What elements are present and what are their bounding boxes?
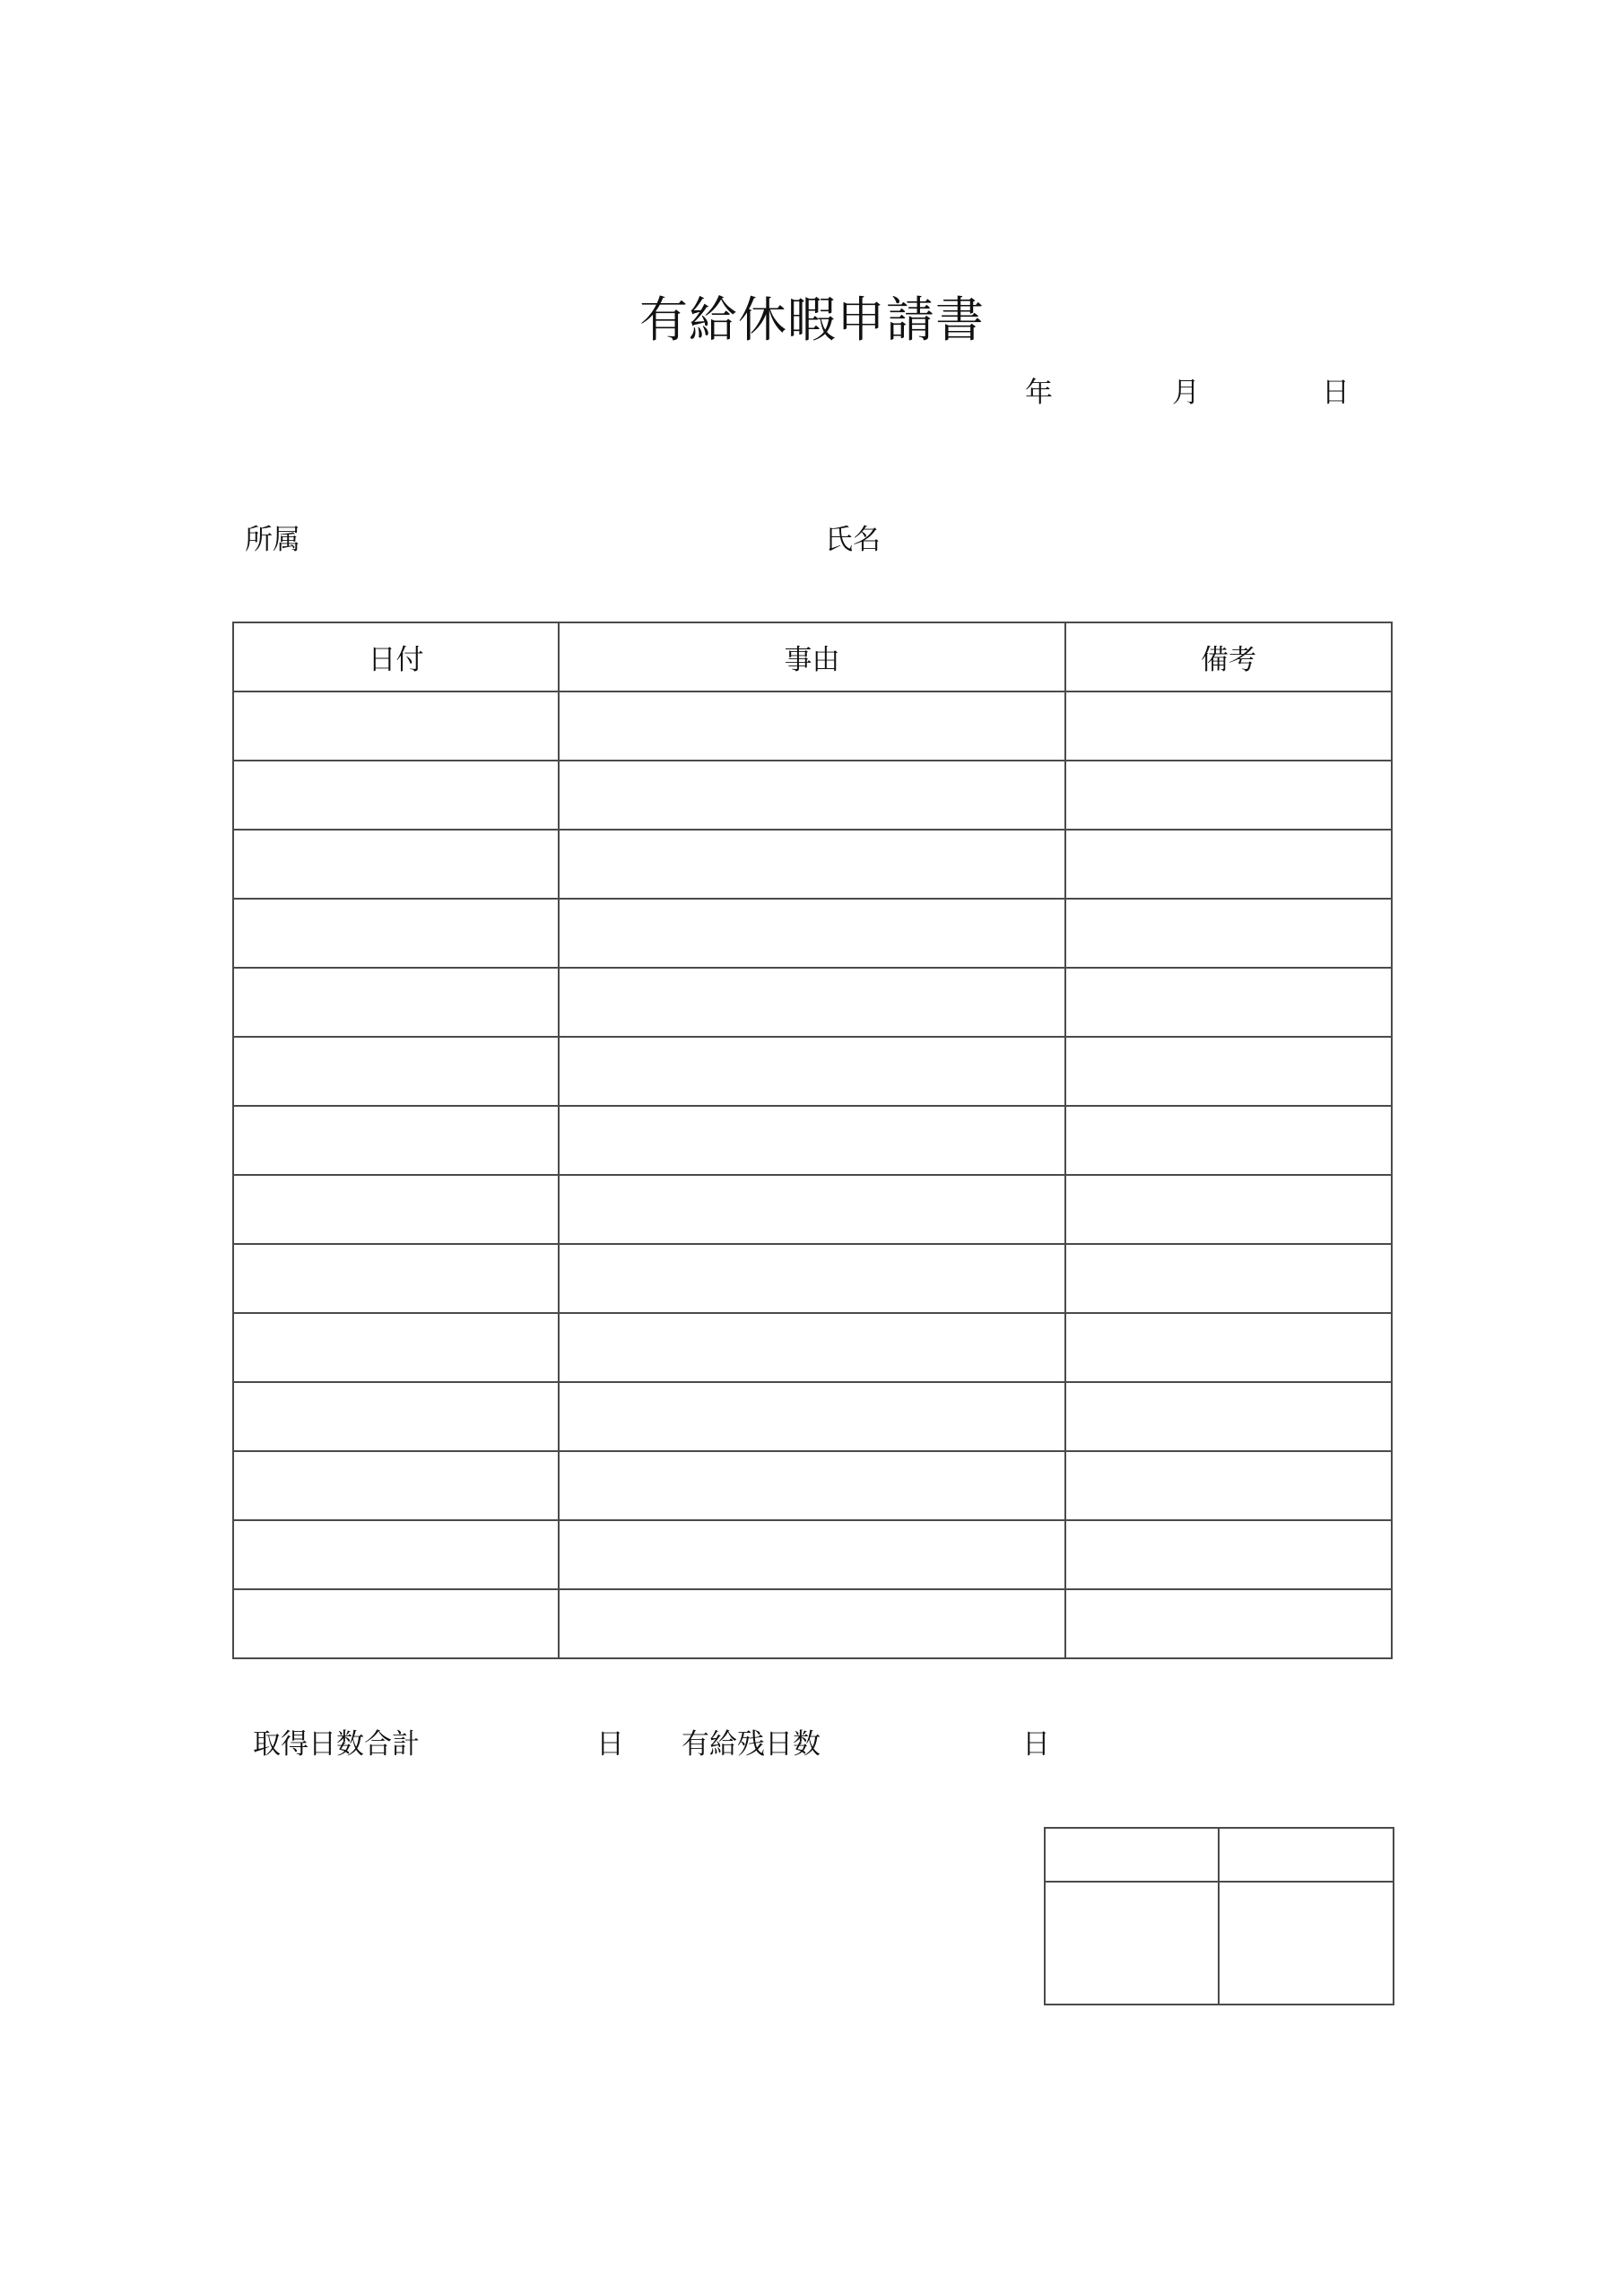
table-row	[233, 1520, 1392, 1589]
remarks-cell[interactable]	[1065, 1244, 1392, 1313]
reason-cell[interactable]	[559, 1382, 1065, 1451]
table-row	[233, 691, 1392, 761]
total-days-label: 取得日数合計	[253, 1728, 420, 1761]
date-cell[interactable]	[233, 830, 559, 899]
remarks-cell[interactable]	[1065, 761, 1392, 830]
remaining-days-label: 有給残日数	[682, 1728, 821, 1761]
reason-cell[interactable]	[559, 968, 1065, 1037]
approval-stamp-row	[1045, 1882, 1394, 2005]
column-header-remarks: 備考	[1065, 622, 1392, 691]
table-row	[233, 968, 1392, 1037]
remarks-cell[interactable]	[1065, 1382, 1392, 1451]
date-cell[interactable]	[233, 1382, 559, 1451]
remarks-cell[interactable]	[1065, 1037, 1392, 1106]
date-month-label: 月	[1172, 377, 1200, 409]
remarks-cell[interactable]	[1065, 968, 1392, 1037]
stamp-cell[interactable]	[1045, 1882, 1219, 2005]
table-row	[233, 899, 1392, 968]
approver-title-cell[interactable]	[1219, 1828, 1394, 1882]
table-row	[233, 761, 1392, 830]
reason-cell[interactable]	[559, 691, 1065, 761]
reason-cell[interactable]	[559, 1520, 1065, 1589]
reason-cell[interactable]	[559, 1106, 1065, 1175]
date-cell[interactable]	[233, 1175, 559, 1244]
approver-title-cell[interactable]	[1045, 1828, 1219, 1882]
table-row	[233, 1175, 1392, 1244]
approval-header-row	[1045, 1828, 1394, 1882]
remarks-cell[interactable]	[1065, 1589, 1392, 1658]
date-day-label: 日	[1322, 377, 1350, 409]
remarks-cell[interactable]	[1065, 1451, 1392, 1520]
reason-cell[interactable]	[559, 899, 1065, 968]
remarks-cell[interactable]	[1065, 691, 1392, 761]
table-header-row	[233, 622, 1392, 691]
date-cell[interactable]	[233, 968, 559, 1037]
date-cell[interactable]	[233, 1520, 559, 1589]
name-label: 氏名	[825, 524, 881, 556]
table-row	[233, 1244, 1392, 1313]
date-cell[interactable]	[233, 691, 559, 761]
table-row	[233, 1382, 1392, 1451]
document-title: 有給休暇申請書	[639, 291, 985, 348]
stamp-cell[interactable]	[1219, 1882, 1394, 2005]
date-year-label: 年	[1025, 377, 1053, 409]
table-row	[233, 1037, 1392, 1106]
remarks-cell[interactable]	[1065, 830, 1392, 899]
table-row	[233, 830, 1392, 899]
date-cell[interactable]	[233, 761, 559, 830]
table-row	[233, 1106, 1392, 1175]
reason-cell[interactable]	[559, 1313, 1065, 1382]
reason-cell[interactable]	[559, 830, 1065, 899]
reason-cell[interactable]	[559, 1451, 1065, 1520]
date-cell[interactable]	[233, 1313, 559, 1382]
table-row	[233, 1313, 1392, 1382]
leave-dates-table	[232, 622, 1393, 1659]
date-cell[interactable]	[233, 1037, 559, 1106]
column-header-reason: 事由	[559, 622, 1065, 691]
total-days-unit: 日	[596, 1728, 624, 1761]
column-header-date: 日付	[233, 622, 559, 691]
reason-cell[interactable]	[559, 1244, 1065, 1313]
reason-cell[interactable]	[559, 1175, 1065, 1244]
date-cell[interactable]	[233, 1244, 559, 1313]
remarks-cell[interactable]	[1065, 1106, 1392, 1175]
remaining-days-unit: 日	[1022, 1728, 1050, 1761]
remarks-cell[interactable]	[1065, 899, 1392, 968]
reason-cell[interactable]	[559, 1589, 1065, 1658]
approval-stamp-box	[1044, 1827, 1394, 2005]
remarks-cell[interactable]	[1065, 1520, 1392, 1589]
department-label: 所属	[245, 524, 300, 556]
table-row	[233, 1451, 1392, 1520]
remarks-cell[interactable]	[1065, 1175, 1392, 1244]
reason-cell[interactable]	[559, 761, 1065, 830]
table-row	[233, 1589, 1392, 1658]
date-cell[interactable]	[233, 1589, 559, 1658]
reason-cell[interactable]	[559, 1037, 1065, 1106]
date-cell[interactable]	[233, 1451, 559, 1520]
date-cell[interactable]	[233, 899, 559, 968]
date-cell[interactable]	[233, 1106, 559, 1175]
remarks-cell[interactable]	[1065, 1313, 1392, 1382]
